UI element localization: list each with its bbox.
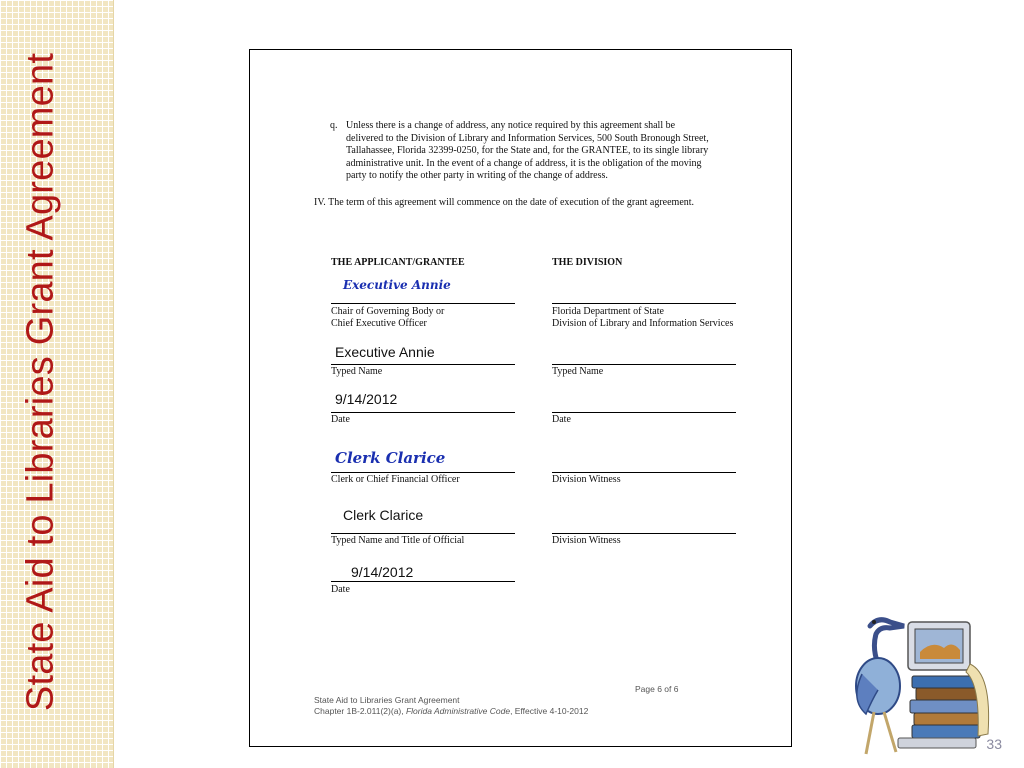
witness-line-2 [552,533,736,534]
clerk-label: Clerk or Chief Financial Officer [331,474,460,485]
typed-name-title-line [331,533,515,534]
date-value-1: 9/14/2012 [335,391,398,407]
clerk-signature-line [331,472,515,473]
slide-title-vertical [0,0,82,768]
chair-label-2: Chief Executive Officer [331,318,427,329]
clause-q-text [346,120,766,183]
heron-with-books-and-computer-icon [820,604,1000,764]
division-date-line [552,412,736,413]
division-label-1: Florida Department of State [552,306,664,317]
clause-q-line: administrative unit. In the event of a change of address, it is the obligation of the moving [346,157,702,169]
witness-label-1: Division Witness [552,474,621,485]
document-page [249,49,792,747]
footer-citation-suffix: , Effective 4-10-2012 [510,706,589,716]
clause-q-letter: q. [330,120,338,131]
typed-name-title-label: Typed Name and Title of Official [331,535,465,546]
date-label-2: Date [331,584,350,595]
clause-q-line: delivered to the Division of Library and Information Services, 500 South Bronough Street, [346,132,709,144]
division-typed-name-line [552,364,736,365]
division-signature-line [552,303,736,304]
clause-q-line: party to notify the other party in writing of the change of address. [346,170,608,181]
applicant-signature-2: Clerk Clarice [335,449,446,467]
page-indicator: Page 6 of 6 [635,684,679,694]
signature-line [331,303,515,304]
slide-title: State Aid to Libraries Grant Agreement [19,52,62,712]
typed-name-title-value: Clerk Clarice [343,507,424,523]
date-label-1: Date [331,414,350,425]
date-line-2 [331,581,515,582]
witness-line-1 [552,472,736,473]
clause-iv: IV. The term of this agreement will commence on the date of execution of the grant agreement. [314,197,695,208]
clause-q-line: Unless there is a change of address, any notice required by this agreement shall be [346,120,676,131]
division-heading: THE DIVISION [552,257,623,268]
chair-label-1: Chair of Governing Body or [331,306,445,317]
footer-citation-code: Florida Administrative Code [405,706,511,716]
applicant-heading: THE APPLICANT/GRANTEE [331,257,465,268]
division-typed-name-label: Typed Name [552,366,604,377]
footer-citation [314,706,588,717]
slide-number: 33 [986,736,1002,752]
footer-title: State Aid to Libraries Grant Agreement [314,695,460,705]
applicant-signature-1: Executive Annie [343,278,451,292]
date-line-1 [331,412,515,413]
division-label-2: Division of Library and Information Services [552,318,734,329]
typed-name-label: Typed Name [331,366,383,377]
witness-label-2: Division Witness [552,535,621,546]
footer-citation-prefix: Chapter 1B-2.011(2)(a), [314,706,406,716]
typed-name-value: Executive Annie [335,344,435,360]
date-value-2: 9/14/2012 [351,564,414,580]
division-date-label: Date [552,414,571,425]
typed-name-line [331,364,515,365]
clause-q-line: Tallahassee, Florida 32399-0250, for the State and, for the GRANTEE, to its single library [346,145,709,156]
